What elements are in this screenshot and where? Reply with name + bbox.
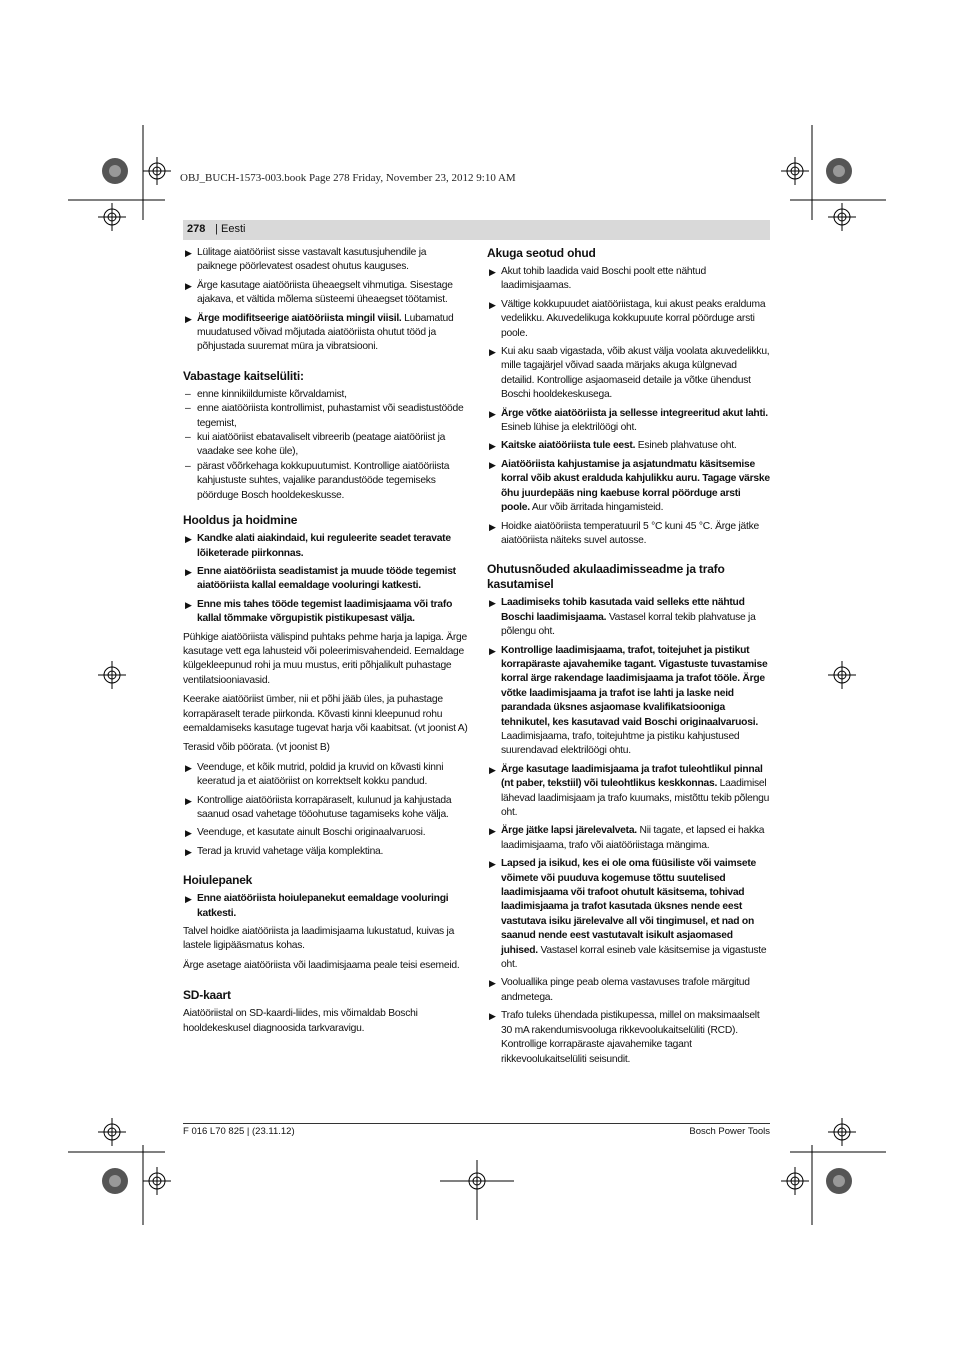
list-item: ▶ Ärge kasutage laadimisjaama ja trafot tuleohtlikul pinnal (nt paber, tekstiil) või tuleohtlikus keskkonnas. Laadimisel lähevad laadimisjaam ja trafo kuumaks, mistõttu tekib põlengu oht. [489,763,770,818]
list-item: – pärast võõrkehaga kokkupuutumist. Kontrollige aiatööriista kahjustuste suhtes, vajalike parandustööde tegemiseks pöörduge Bosch hooldekeskusse. [185,460,450,501]
list-item: ▶ Vältige kokkupuudet aiatööriistaga, kui akust peaks eralduma vedelikku. Akuvedelikuga kokkupuute korral pöörduge arsti poole. [489,298,766,339]
print-file-info: OBJ_BUCH-1573-003.book Page 278 Friday, November 23, 2012 9:10 AM [180,172,516,184]
paragraph: Ärge asetage aiatööriista või laadimisjaama peale teisi esemeid. [183,959,460,971]
arrow-bullet-icon: ▶ [489,859,496,870]
arrow-bullet-icon: ▶ [185,280,192,291]
arrow-bullet-icon: ▶ [185,248,192,258]
list-item: ▶ Kui aku saab vigastada, võib akust välja voolata akuvedelikku, mille tagajärjel võivad saada märjaks akuga külgnevad detailid. Kontrollige asjaomaseid detaile ja võtke ühendust Boschi hooldekeskusega. [489,346,770,401]
arrow-bullet-icon: ▶ [185,534,192,545]
language-label: Eesti [221,223,246,235]
footer-doc-code: F 016 L70 825 | (23.11.12) [183,1126,295,1137]
arrow-bullet-icon: ▶ [489,1011,496,1022]
arrow-bullet-icon: ▶ [185,566,192,577]
list-item: ▶ Kontrollige aiatööriista korrapäraselt, kulunud ja kahjustada saanud osad vahetage tööohutuse tagamiseks kohe välja. [185,794,452,820]
arrow-bullet-icon: ▶ [185,599,192,610]
list-item: ▶ Aiatööriista kahjustamise ja asjatundmatu käsitsemise korral võib akust eralduda kahjulikku auru. Tagage värske õhu juurdepääs ning kaebuse korral pöörduge arsti poole. Aur võib ärritada hingamisteid. [489,458,770,514]
paragraph: Keerake aiatööriist ümber, nii et põhi jääb üles, ja puhastage korrapäraselt terade piirkonda. Kõvasti kinni kleepunud rohu eemaldamiseks kasutage tugevat harja või kaabitsat. (vt joonist A) [183,694,468,734]
footer-rule [183,1123,770,1124]
paragraph: Terasid võib pöörata. (vt joonist B) [183,742,330,754]
list-item: ▶ Ärge modifitseerige aiatööriista mingil viisil. Lubamatud muudatused võivad mõjutada aiatööriista ohutut tööd ja põhjustada suuremat müra ja vibratsiooni. [185,312,454,353]
right-column [487,246,771,1071]
list-item: – enne aiatööriista kontrollimist, puhastamist või seadistustööde tegemist, [185,403,464,429]
arrow-bullet-icon: ▶ [489,598,496,609]
list-item: ▶ Kontrollige laadimisjaama, trafot, toitejuhet ja pistikut korrapäraste ajavahemike tagant. Vigastuste tuvastamise korral ärge rakendage laadimisjaama ja trafot tööle. Ärge võtke laadimisjaama ja trafot ise lahti ja laske neid parandada üksnes asjaomase kvalifikatsiooniga tehnikutel, kes kasutavad vaid Boschi originaalvaruosi. Laadimisjaama, trafo, toitejuhtme ja pistiku kahjustused suurendavad elektrilöögi ohtu. [489,644,768,757]
section-heading: Akuga seotud ohud [487,246,596,260]
left-column [183,246,468,1041]
list-item: ▶ Trafo tuleks ühendada pistikupessa, millel on maksimaalselt 30 mA rakendumisvooluga rikkevoolukaitselüliti (RCD). Kontrollige korrapäraste ajavahemike tagant rikkevoolukaitselüliti seisundit. [489,1010,760,1065]
list-item: – enne kinnikiildumiste kõrvaldamist, [185,388,347,400]
list-item: ▶ Kandke alati aiakindaid, kui reguleerite seadet teravate lõiketerade piirkonnas. [185,533,451,559]
list-item: ▶ Ärge võtke aiatööriista ja sellesse integreeritud akut lahti. Esineb lühise ja elektrilöögi oht. [489,407,768,434]
section-heading: Ohutusnõuded akulaadimisseadme ja trafo kasutamisel [487,562,725,592]
list-item: ▶ Enne aiatööriista seadistamist ja muude tööde tegemist aiatööriista kallal eemaldage vooluringi katkesti. [185,565,456,592]
arrow-bullet-icon: ▶ [489,978,496,989]
list-item: – kui aiatööriist ebatavaliselt vibreerib (peatage aiatööriist ja vaadake see kohe üle), [185,432,446,458]
arrow-bullet-icon: ▶ [489,441,496,452]
list-item: ▶ Vooluallika pinge peab olema vastavuses trafole märgitud andmetega. [489,977,750,1003]
list-item: ▶ Enne aiatööriista hoiulepanekut eemaldage vooluringi katkesti. [185,893,449,919]
arrow-bullet-icon: ▶ [185,313,192,324]
list-item: ▶ Terad ja kruvid vahetage välja komplektina. [183,845,468,859]
arrow-bullet-icon: ▶ [185,846,192,857]
list-item: ▶ Ärge jätke lapsi järelevalveta. Nii tagate, et lapsed ei hakka laadimisjaama, trafo või aiatööriistaga mängima. [489,825,765,851]
section-heading: SD-kaart [183,988,231,1003]
paragraph: Aiatööriistal on SD-kaardi-liides, mis võimaldab Boschi hooldekeskusel diagnoosida tarkvaravigu. [183,1008,418,1034]
arrow-bullet-icon: ▶ [489,408,496,419]
section-heading: Vabastage kaitselüliti: [183,368,304,383]
list-item: ▶ Veenduge, et kõik mutrid, poldid ja kruvid on kõvasti kinni keeratud ja et aiatööriist on korrektselt kokku pandud. [185,761,444,788]
arrow-bullet-icon: ▶ [489,645,496,656]
list-item: ▶ Lapsed ja isikud, kes ei ole oma füüsiliste või vaimsete võimete või puuduva kogemuse tõttu suutelised laadimisjaama või trafoot ohutult käsitsema, tohivad laadimisjaama ja trafot kasutada üksnes nende eest vastutava isiku järelevalve all või tingimusel, et nad on saanud nende eest vastutavalt isikult asjaomased juhised. Vastasel korral esineb vale käsitsemise ja vigastuste oht. [489,858,767,971]
arrow-bullet-icon: ▶ [489,459,496,470]
list-item: ▶ Lülitage aiatööriist sisse vastavalt kasutusjuhendile ja paiknege pöörlevatest osadest ohutus kauguses. [185,247,427,273]
arrow-bullet-icon: ▶ [489,826,496,837]
arrow-bullet-icon: ▶ [185,894,192,905]
arrow-bullet-icon: ▶ [185,795,192,806]
page-header-band [183,220,770,240]
list-item: ▶ Laadimiseks tohib kasutada vaid selleks ette nähtud Boschi laadimisjaama. Vastasel korral tekib plahvatuse ja põlengu oht. [489,597,756,638]
list-item: ▶ Ärge kasutage aiatööriista üheaegselt vihmutiga. Sisestage ajakava, et vältida mõlema süsteemi üheaegset töötamist. [185,279,453,306]
paragraph: Pühkige aiatööriista välispind puhtaks pehme harja ja lapiga. Ärge kasutage vett ega lahusteid või poleerimisvahendeid. Eemaldage külgekleepunud rohi ja muu mustus, eriti põhjalikult puhastage ventilatsiooniavasid. [183,631,468,686]
header-separator: | [215,223,218,235]
arrow-bullet-icon: ▶ [489,521,496,532]
list-item: ▶ Veenduge, et kasutate ainult Boschi originaalvaruosi. [183,826,468,840]
paragraph: Talvel hoidke aiatööriista ja laadimisjaama lukustatud, kuivas ja lastele ligipääsmatus kohas. [183,926,455,952]
page-number: 278 [187,223,206,235]
list-item: ▶ Hoidke aiatööriista temperatuuril 5 °C kuni 45 °C. Ärge jätke aiatööriista näiteks suvel autosse. [489,520,759,546]
list-item: ▶ Enne mis tahes tööde tegemist laadimisjaama või trafo kallal tõmmake võrgupistik pistikupesast välja. [185,598,453,625]
arrow-bullet-icon: ▶ [185,828,192,839]
section-heading: Hoiulepanek [183,873,253,888]
arrow-bullet-icon: ▶ [489,347,496,358]
arrow-bullet-icon: ▶ [185,762,192,773]
arrow-bullet-icon: ▶ [489,299,496,310]
arrow-bullet-icon: ▶ [489,267,496,277]
list-item: ▶ Akut tohib laadida vaid Boschi poolt ette nähtud laadimisjaamas. [489,266,706,292]
footer-brand: Bosch Power Tools [689,1126,770,1137]
section-heading: Hooldus ja hoidmine [183,513,298,528]
list-item: ▶ Kaitske aiatööriista tule eest. Esineb plahvatuse oht. [487,439,771,453]
arrow-bullet-icon: ▶ [489,764,496,775]
